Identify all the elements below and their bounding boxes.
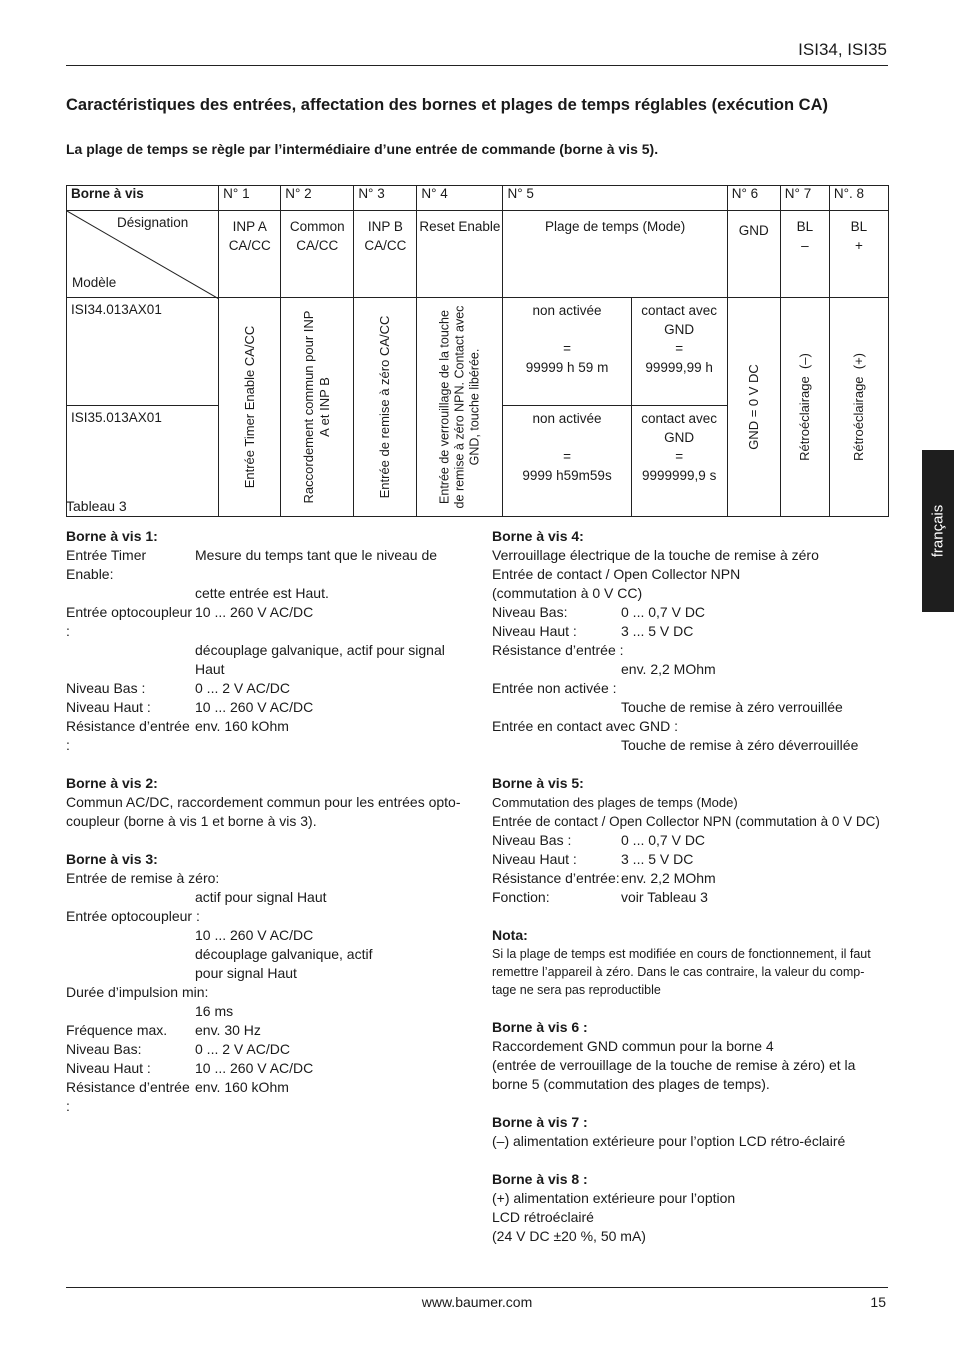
header-cell-borne: Borne à vis (67, 186, 219, 211)
right-column (492, 527, 892, 1246)
header-cell-n7: N° 7 (780, 186, 829, 211)
vertical-n6: GND = 0 V DC (727, 298, 780, 517)
designation-model-cell (67, 211, 219, 298)
designation-n6: GND (727, 211, 780, 298)
model-label: Modèle (72, 275, 117, 290)
table-header-row (67, 186, 889, 211)
document-title: ISI34, ISI35 (798, 40, 887, 59)
isi35-mode-b: contact avec GND = 9999999,9 s (631, 406, 727, 517)
designation-n1: INP A CA/CC (219, 211, 281, 298)
borne-8-heading: Borne à vis 8 : (492, 1171, 588, 1187)
borne-1-heading: Borne à vis 1: (66, 528, 158, 544)
section-heading: Caractéristiques des entrées, affectation des bornes et plages de temps réglables (exécution CA) (66, 96, 828, 114)
nota-section: Nota: Si la plage de temps est modifiée en cours de fonctionnement, il faut remettre l’appareil à zéro. Dans le cas contraire, la valeur du comp- tage ne sera pas reproductible (492, 926, 892, 999)
model-row-isi34 (67, 298, 889, 406)
vertical-n1: Entrée Timer Enable CA/CC (219, 298, 281, 517)
left-column (66, 527, 466, 1116)
header-rule (66, 65, 888, 66)
borne-2-heading: Borne à vis 2: (66, 775, 158, 791)
header-cell-n6: N° 6 (727, 186, 780, 211)
header-cell-n3: N° 3 (354, 186, 417, 211)
nota-heading: Nota: (492, 927, 528, 943)
vertical-n3: Entrée de remise à zéro CA/CC (354, 298, 417, 517)
designation-n8: BL + (829, 211, 888, 298)
borne-3-heading: Borne à vis 3: (66, 851, 158, 867)
footer-rule (66, 1287, 888, 1288)
isi34-mode-b: contact avec GND = 99999,99 h (631, 298, 727, 406)
terminal-table (66, 185, 889, 517)
borne-6-heading: Borne à vis 6 : (492, 1019, 588, 1035)
borne-5-heading: Borne à vis 5: (492, 775, 584, 791)
header-cell-n2: N° 2 (281, 186, 354, 211)
isi34-mode-a: non activée = 99999 h 59 m (503, 298, 631, 406)
borne-3-section: Borne à vis 3: Entrée de remise à zéro: actif pour signal Haut Entrée optocoupleur : 10 ... 260 V AC/DC découplage galvanique, actif pour signal Haut Durée d’impulsion min: 16 ms Fréquence max. env. 30 Hz Niveau Bas: 0 ... 2 V AC/DC Niveau Haut : 10 ... 260 V AC/DC Résistance d’entrée : env. 160 kOhm (66, 850, 466, 1116)
table-caption: Tableau 3 (66, 498, 127, 514)
header-cell-n8: N°. 8 (829, 186, 888, 211)
isi35-mode-a: non activée = 9999 h59m59s (503, 406, 631, 517)
model-isi34: ISI34.013AX01 (67, 298, 219, 406)
borne-4-heading: Borne à vis 4: (492, 528, 584, 544)
header-cell-n1: N° 1 (219, 186, 281, 211)
vertical-n4: Entrée de verrouillage de la touche de remise à zéro NPN. Contact avec GND, touche libérée. (417, 298, 503, 517)
borne-8-section: Borne à vis 8 : (+) alimentation extérieure pour l’option LCD rétroéclairé (24 V DC ±20 %, 50 mA) (492, 1170, 892, 1246)
designation-n4: Reset Enable (417, 211, 503, 298)
language-tab (922, 450, 954, 612)
footer-url: www.baumer.com (421, 1294, 533, 1310)
borne-6-section: Borne à vis 6 : Raccordement GND commun pour la borne 4 (entrée de verrouillage de la touche de remise à zéro) et la borne 5 (commutation des plages de temps). (492, 1018, 892, 1094)
header-cell-n5: N° 5 (503, 186, 727, 211)
designation-n7: BL – (780, 211, 829, 298)
borne-2-section: Borne à vis 2: Commun AC/DC, raccordement commun pour les entrées opto- coupleur (borne à vis 1 et borne à vis 3). (66, 774, 466, 831)
borne-1-section: Borne à vis 1: Entrée Timer Enable: Mesure du temps tant que le niveau de cette entrée est Haut. Entrée optocoupleur : 10 ... 260 V AC/DC découplage galvanique, actif pour signal Haut Niveau Bas : 0 ... 2 V AC/DC Niveau Haut : 10 ... 260 V AC/DC Résistance d’entrée : env. 160 kOhm (66, 527, 466, 755)
vertical-n8: Rétroéclairage (+) (829, 298, 888, 517)
designation-n2: Common CA/CC (281, 211, 354, 298)
intro-text: La plage de temps se règle par l’intermédiaire d’une entrée de commande (borne à vis 5). (66, 141, 659, 157)
borne-7-section: Borne à vis 7 : (–) alimentation extérieure pour l’option LCD rétro-éclairé (492, 1113, 892, 1151)
page-number: 15 (870, 1294, 886, 1310)
vertical-n2: Raccordement commun pour INP A et INP B (281, 298, 354, 517)
borne-4-section: Borne à vis 4: Verrouillage électrique de la touche de remise à zéro Entrée de contact / Open Collector NPN (commutation à 0 V CC) Niveau Bas: 0 ... 0,7 V DC Niveau Haut : 3 ... 5 V DC Résistance d’entrée : env. 2,2 MOhm Entrée non activée : Touche de remise à zéro verrouillée Entrée en contact avec GND : Touche de remise à zéro déverrouillée (492, 527, 892, 755)
language-tab-label: français (929, 504, 947, 558)
designation-n5: Plage de temps (Mode) (503, 211, 727, 298)
header-cell-n4: N° 4 (417, 186, 503, 211)
borne-5-section: Borne à vis 5: Commutation des plages de temps (Mode) Entrée de contact / Open Collector NPN (commutation à 0 V DC) Niveau Bas : 0 ... 0,7 V DC Niveau Haut : 3 ... 5 V DC Résistance d’entrée: env. 2,2 MOhm Fonction: voir Tableau 3 (492, 774, 892, 907)
designation-label: Désignation (117, 215, 189, 230)
model-isi35: ISI35.013AX01 (67, 406, 219, 517)
designation-n3: INP B CA/CC (354, 211, 417, 298)
designation-row (67, 211, 889, 298)
borne-7-heading: Borne à vis 7 : (492, 1114, 588, 1130)
vertical-n7: Rétroéclairage (–) (780, 298, 829, 517)
